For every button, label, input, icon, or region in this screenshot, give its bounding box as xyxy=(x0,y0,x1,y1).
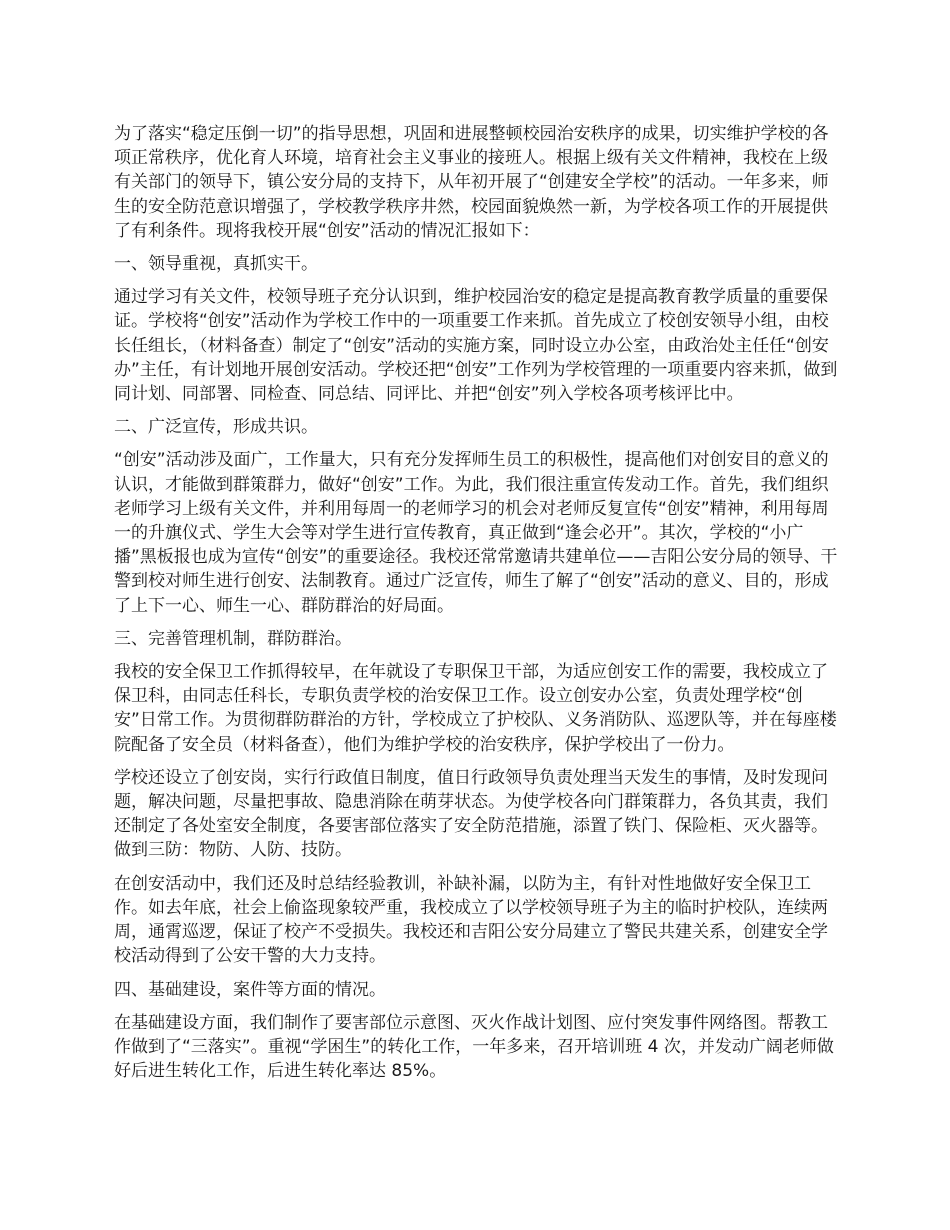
intro-paragraph: 为了落实“稳定压倒一切”的指导思想，巩固和进展整顿校园治安秩序的成果，切实维护学校的各项正常秩序，优化育人环境，培育社会主义事业的接班人。根据上级有关文件精神，我校在上级有关部门的领导下，镇公安分局的支持下，从年初开展了“创建安全学校”的活动。一年多来，师生的安全防范意识增强了，学校教学秩序井然，校园面貌焕然一新，为学校各项工作的开展提供了有利条件。现将我校开展“创安”活动的情况汇报如下： xyxy=(114,124,829,241)
section-heading-1: 一、领导重视，真抓实干。 xyxy=(114,254,318,275)
section-3-paragraph-2: 学校还设立了创安岗，实行行政值日制度，值日行政领导负责处理当天发生的事情，及时发现问题，解决问题，尽量把事故、隐患消除在萌芽状态。为使学校各向门群策群力，各负其责，我们还制定了各处室安全制度，各要害部位落实了安全防范措施，添置了铁门、保险柜、灭火器等。做到三防：物防、人防、技防。 xyxy=(114,767,828,861)
section-heading-3: 三、完善管理机制，群防群治。 xyxy=(114,628,352,649)
section-4-paragraph: 在基础建设方面，我们制作了要害部位示意图、灭火作战计划图、应付突发事件网络图。帮教工作做到了“三落实”。重视“学困生”的转化工作，一年多来，召开培训班 4 次，并发动广阔老师做好后进生转化工作，后进生转化率达 85%。 xyxy=(114,1012,834,1082)
document-body xyxy=(114,122,840,1092)
section-heading-4: 四、基础建设，案件等方面的情况。 xyxy=(114,979,386,1000)
section-2-paragraph: “创安”活动涉及面广，工作量大，只有充分发挥师生员工的积极性，提高他们对创安目的意义的认识，才能做到群策群力，做好“创安”工作。为此，我们很注重宣传发动工作。首先，我们组织老师学习上级有关文件，并利用每周一的老师学习的机会对老师反复宣传“创安”精神，利用每周一的升旗仪式、学生大会等对学生进行宣传教育，真正做到“逢会必开”。其次，学校的“小广播”黑板报也成为宣传“创安”的重要途径。我校还常常邀请共建单位——吉阳公安分局的领导、干警到校对师生进行创安、法制教育。通过广泛宣传，师生了解了“创安”活动的意义、目的，形成了上下一心、师生一心、群防群治的好局面。 xyxy=(114,450,838,616)
section-heading-2: 二、广泛宣传，形成共识。 xyxy=(114,417,318,438)
section-1-paragraph: 通过学习有关文件，校领导班子充分认识到，维护校园治安的稳定是提高教育教学质量的重要保证。学校将“创安”活动作为学校工作中的一项重要工作来抓。首先成立了校创安领导小组，由校长任组长，（材料备查）制定了“创安”活动的实施方案，同时设立办公室，由政治处主任任“创安办”主任，有计划地开展创安活动。学校还把“创安”工作列为学校管理的一项重要内容来抓，做到同计划、同部署、同检查、同总结、同评比、并把“创安”列入学校各项考核评比中。 xyxy=(114,287,838,405)
section-3-paragraph-1: 我校的安全保卫工作抓得较早，在年就设了专职保卫干部，为适应创安工作的需要，我校成立了保卫科，由同志任科长，专职负责学校的治安保卫工作。设立创安办公室，负责处理学校“创安”日常工作。为贯彻群防群治的方针，学校成立了护校队、义务消防队、巡逻队等，并在每座楼院配备了安全员（材料备查），他们为维护学校的治安秩序，保护学校出了一份力。 xyxy=(114,662,837,755)
section-3-paragraph-3: 在创安活动中，我们还及时总结经验教训，补缺补漏，以防为主，有针对性地做好安全保卫工作。如去年底，社会上偷盗现象较严重，我校成立了以学校领导班子为主的临时护校队，连续两周，通霄巡逻，保证了校产不受损失。我校还和吉阳公安分局建立了警民共建关系，创建安全学校活动得到了公安干警的大力支持。 xyxy=(114,873,828,967)
